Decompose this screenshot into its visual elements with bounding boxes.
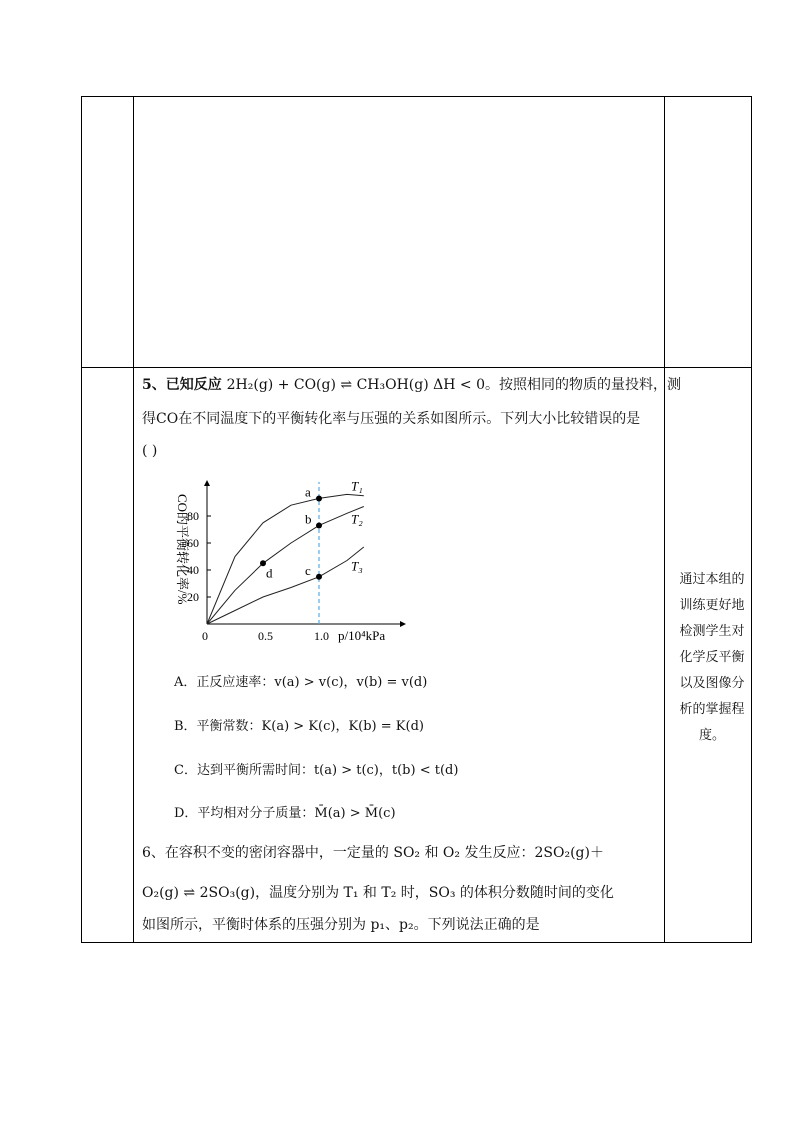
series-label-3: T₃ (351, 558, 363, 574)
y-tick-label: 40 (187, 563, 199, 577)
q5-line1-suffix: 。按照相同的物质的量投料，测 (485, 377, 681, 393)
point-a (316, 495, 322, 501)
point-b (316, 522, 322, 528)
q5-reaction: 2H₂(g) + CO(g) ⇌ CH₃OH(g) ΔH < 0 (226, 377, 485, 393)
point-c (316, 574, 322, 580)
q5-option-b: B．平衡常数：K(a) > K(c)，K(b) = K(d) (174, 719, 424, 734)
side-note: 通过本组的训练更好地检测学生对化学反平衡以及图像分析的掌握程度。 (679, 572, 745, 743)
column-divider-right (664, 97, 665, 942)
y-axis-label: CO的平衡转化率/% (175, 494, 190, 605)
x-tick-label: 0 (202, 629, 208, 643)
column-divider-left (133, 97, 134, 942)
x-tick-label: 1.0 (314, 629, 329, 643)
curves (207, 478, 364, 624)
q6-line1: 6、在容积不变的密闭容器中，一定量的 SO₂ 和 O₂ 发生反应：2SO₂(g)＋ (142, 845, 604, 861)
q5-option-c: C．达到平衡所需时间：t(a) > t(c)，t(b) < t(d) (174, 763, 459, 778)
x-tick-label: 0.5 (258, 629, 273, 643)
point-label-d: d (266, 565, 273, 581)
point-label-b: b (305, 511, 312, 527)
series-label-1: T₁ (351, 478, 363, 494)
y-tick-label: 20 (187, 590, 199, 604)
q5-line3: ( ) (142, 443, 158, 459)
series-curve-1 (207, 494, 364, 624)
q6-line3: 如图所示，平衡时体系的压强分别为 p₁、p₂。下列说法正确的是 (142, 917, 540, 933)
q5-option-d: D．平均相对分子质量：M̄(a) > M̄(c) (174, 806, 396, 821)
q5-option-a: A．正反应速率：v(a) > v(c)，v(b) = v(d) (174, 675, 428, 690)
q5-line1 (142, 375, 681, 395)
x-axis-arrow (400, 621, 406, 627)
point-label-c: c (305, 562, 311, 578)
series-label-2: T₂ (351, 511, 363, 527)
y-tick-label: 60 (187, 536, 199, 550)
y-axis-arrow (204, 480, 210, 486)
series-curve-3 (207, 547, 364, 624)
series-curve-2 (207, 507, 364, 625)
x-axis-label: p/10⁴kPa (338, 628, 386, 643)
co-conversion-chart (170, 474, 430, 654)
point-label-a: a (305, 484, 311, 500)
q6-line2: O₂(g) ⇌ 2SO₃(g)，温度分别为 T₁ 和 T₂ 时，SO₃ 的体积分数随时间的变化 (142, 885, 614, 901)
q5-prefix: 5、已知反应 (142, 377, 227, 393)
q5-line2: 得CO在不同温度下的平衡转化率与压强的关系如图所示。下列大小比较错误的是 (142, 411, 641, 427)
marked-points (260, 484, 322, 580)
y-tick-label: 80 (187, 509, 199, 523)
row-divider (82, 367, 751, 368)
